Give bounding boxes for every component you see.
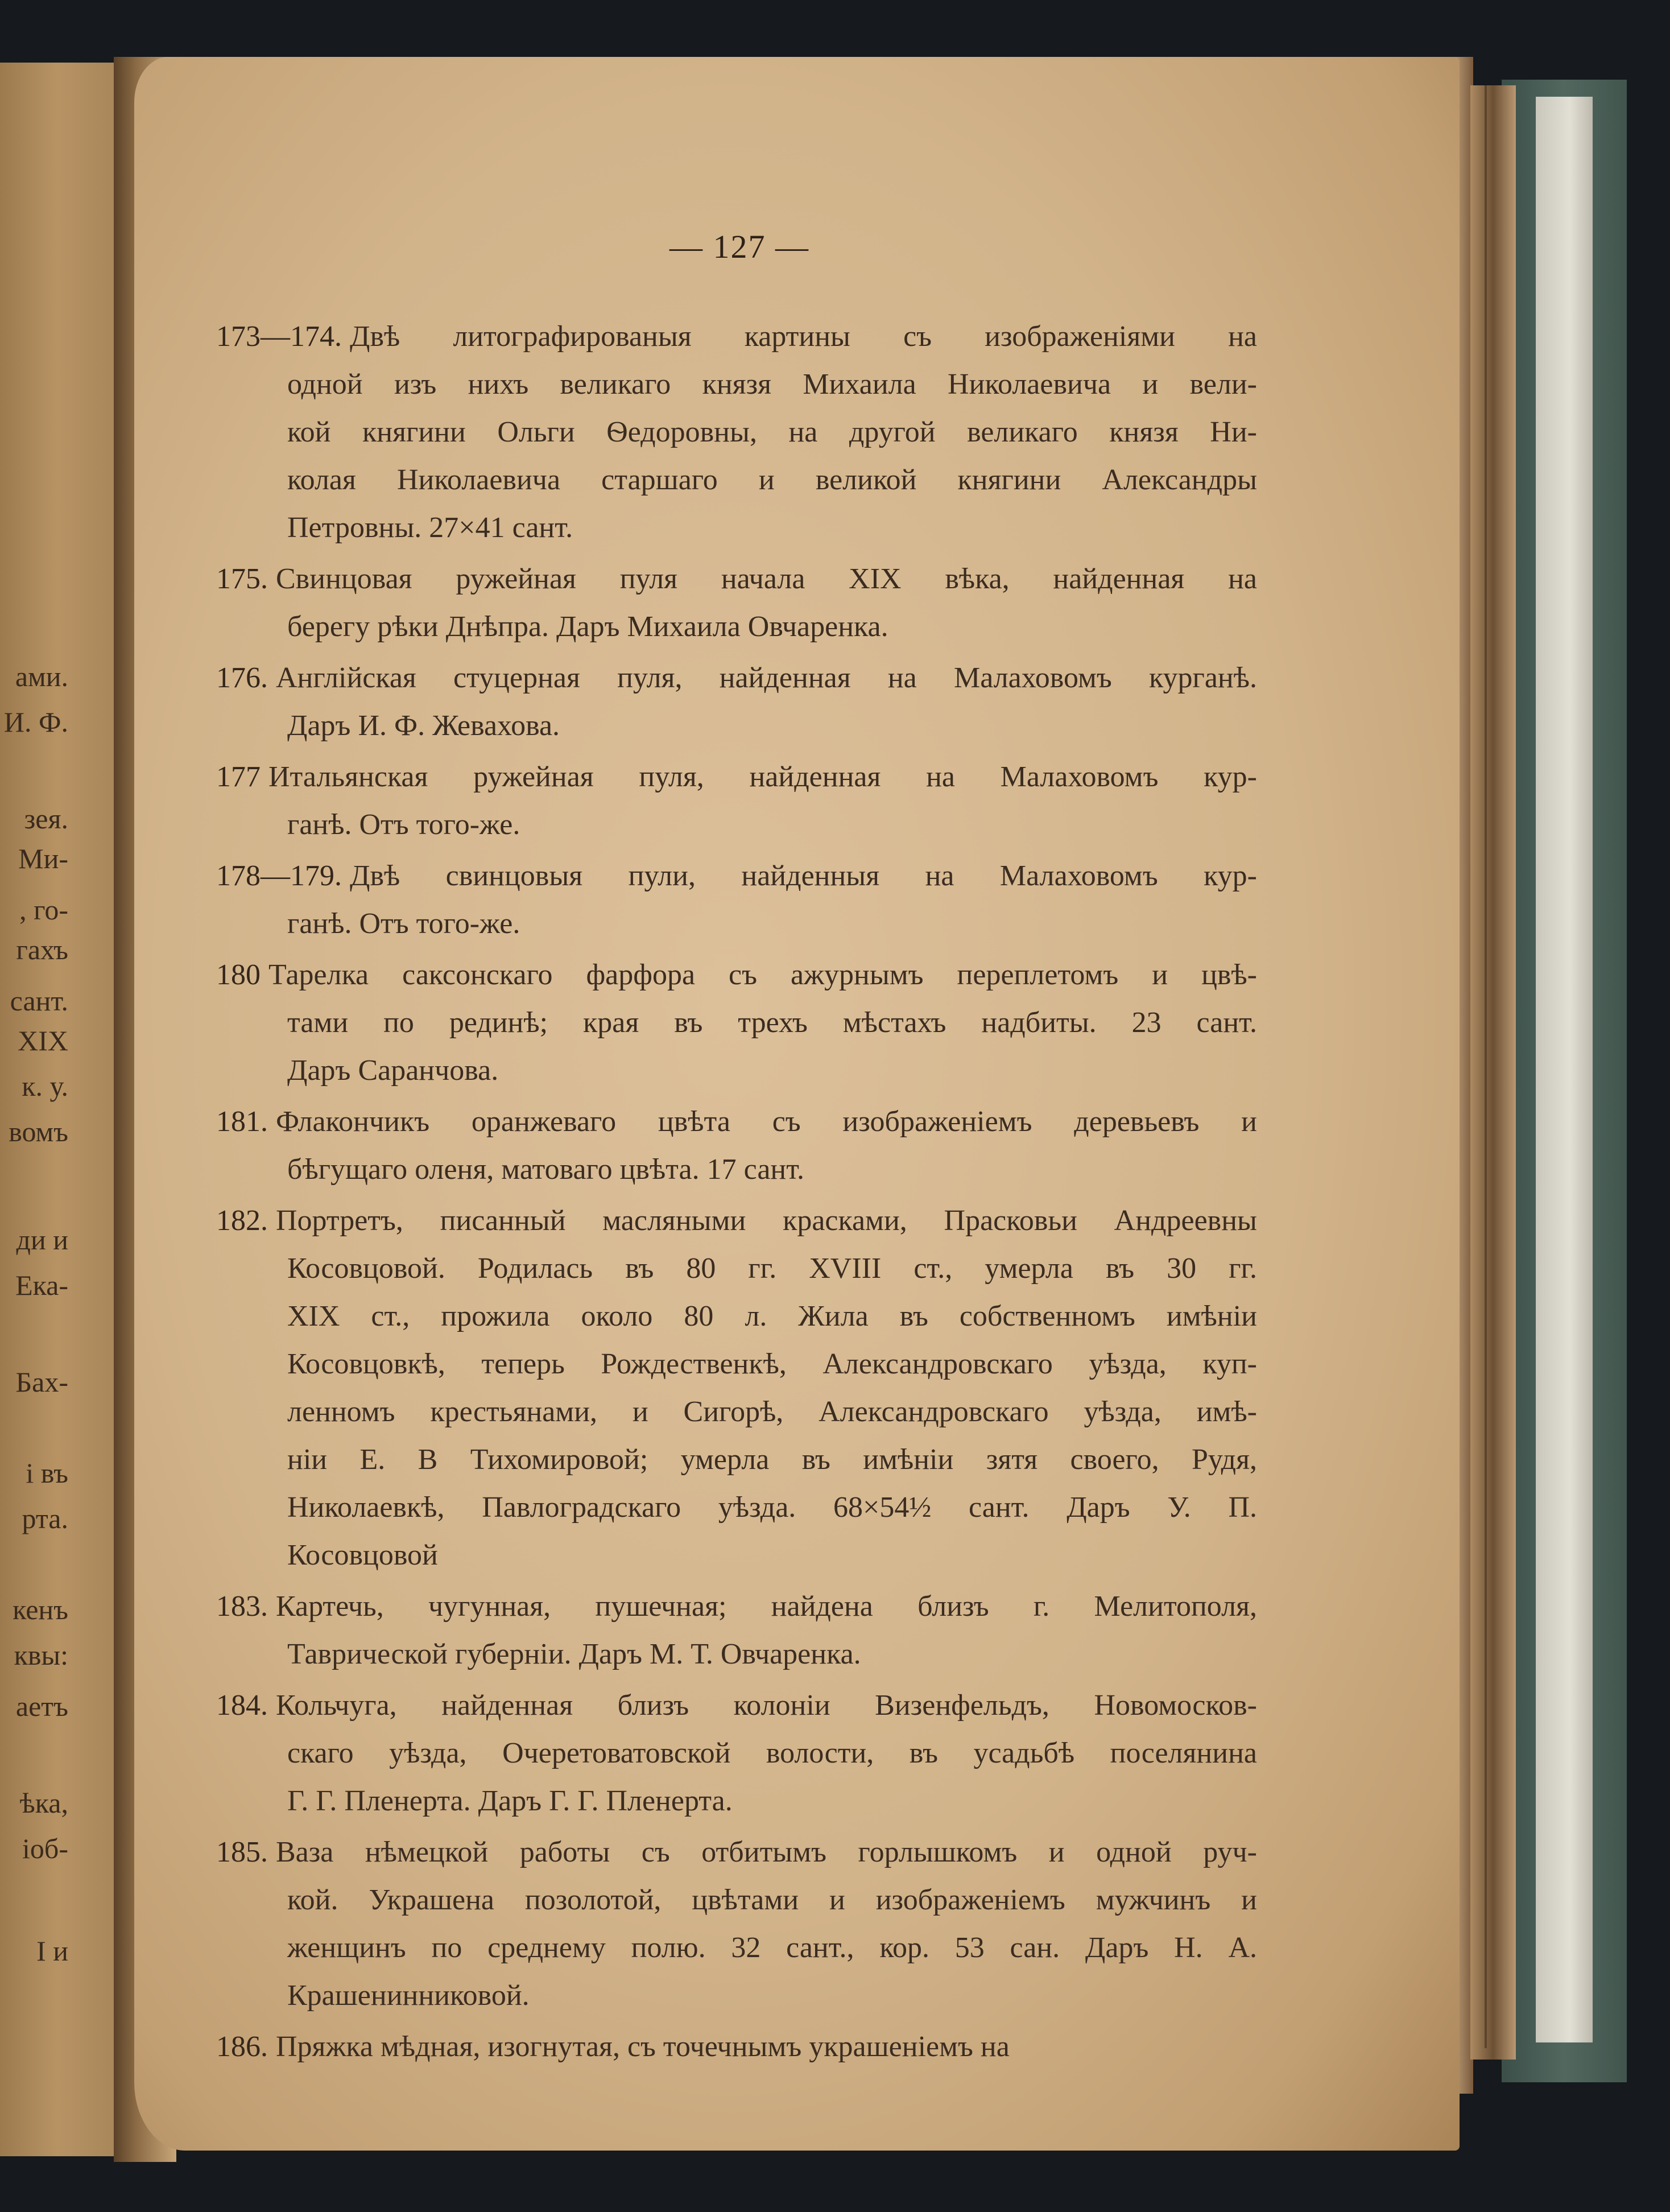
entry-line xyxy=(216,1829,1257,1876)
entry-text: женщинъ по среднему полю. 32 сант., кор. 53 сан. Даръ Н. А. xyxy=(287,1932,1257,1964)
left-page-fragment: вомъ xyxy=(9,1116,68,1148)
entry-line xyxy=(216,2023,1257,2071)
page-stack-edge-outer xyxy=(1470,85,1516,2060)
entry-text: колая Николаевича старшаго и великой княгини Александры xyxy=(287,464,1257,496)
entry-text: Двѣ литографированыя картины съ изображеніями на xyxy=(350,320,1257,353)
entry-line xyxy=(216,900,1257,948)
entry-text: Кольчуга, найденная близъ колоніи Визенфельдъ, Новомосков- xyxy=(276,1689,1257,1722)
entry-text: XIX ст., прожила около 80 л. Жила въ собственномъ имѣніи xyxy=(287,1300,1257,1332)
entry-text: ленномъ крестьянами, и Сигорѣ, Александровскаго уѣзда, имѣ- xyxy=(287,1396,1257,1428)
catalog-entry xyxy=(216,1829,1257,2020)
entry-line xyxy=(216,313,1257,361)
entry-text: Даръ Саранчова. xyxy=(287,1054,499,1087)
entry-text: Николаевкѣ, Павлоградскаго уѣзда. 68×54½ сант. Даръ У. П. xyxy=(287,1491,1257,1524)
entry-line xyxy=(216,603,1257,651)
entry-line xyxy=(216,801,1257,849)
catalog-entry xyxy=(216,555,1257,651)
left-page-fragment: іоб- xyxy=(22,1833,68,1864)
left-page-fragment: Бах- xyxy=(15,1366,68,1398)
left-page-fragment: зея. xyxy=(24,803,68,835)
entry-number: 176. xyxy=(216,662,268,694)
left-page-fragment: к. у. xyxy=(22,1070,68,1102)
page-number: — 127 — xyxy=(669,228,809,265)
entry-number: 177 xyxy=(216,761,261,793)
entry-text: Косовцовой xyxy=(287,1539,438,1571)
entry-text: берегу рѣки Днѣпра. Даръ Михаила Овчаренка. xyxy=(287,610,888,643)
entry-text: ганѣ. Отъ того-же. xyxy=(287,907,520,940)
cover-lining xyxy=(1536,97,1593,2042)
entry-number: 180 xyxy=(216,959,261,991)
page-edge-line xyxy=(1485,85,1487,2048)
entry-text: Ваза нѣмецкой работы съ отбитымъ горлышкомъ и одной руч- xyxy=(276,1836,1257,1868)
entry-line xyxy=(216,456,1257,504)
entry-line xyxy=(216,504,1257,552)
left-page-fragment: гахъ xyxy=(16,934,68,965)
entry-text: Косовцовой. Родилась въ 80 гг. XVIII ст., умерла въ 30 гг. xyxy=(287,1252,1257,1285)
catalog-entry xyxy=(216,1098,1257,1194)
entry-line xyxy=(216,1484,1257,1532)
catalog-entries xyxy=(216,313,1257,2074)
entry-text: кой. Украшена позолотой, цвѣтами и изображеніемъ мужчинъ и xyxy=(287,1884,1257,1916)
left-page-fragment: І и xyxy=(36,1935,68,1967)
entry-line xyxy=(216,1047,1257,1095)
entry-line xyxy=(216,1146,1257,1194)
entry-line xyxy=(216,753,1257,801)
entry-number: 185. xyxy=(216,1836,268,1868)
entry-number: 175. xyxy=(216,563,268,595)
left-page-fragment: , го- xyxy=(19,894,68,926)
entry-number: 184. xyxy=(216,1689,268,1722)
entry-text: Даръ И. Ф. Жевахова. xyxy=(287,709,560,742)
entry-text: Петровны. 27×41 сант. xyxy=(287,511,573,544)
entry-line xyxy=(216,702,1257,750)
entry-line xyxy=(216,1631,1257,1678)
entry-line xyxy=(216,1197,1257,1245)
entry-line xyxy=(216,1777,1257,1825)
entry-line xyxy=(216,1972,1257,2020)
entry-line xyxy=(216,1532,1257,1579)
left-page-fragment: аетъ xyxy=(15,1690,68,1722)
entry-text: скаго уѣзда, Очеретоватовской волости, въ усадьбѣ поселянина xyxy=(287,1737,1257,1769)
catalog-entry xyxy=(216,753,1257,849)
entry-text: кой княгини Ольги Ѳедоровны, на другой великаго князя Ни- xyxy=(287,416,1257,448)
entry-line xyxy=(216,999,1257,1047)
entry-line xyxy=(216,1340,1257,1388)
entry-text: бѣгущаго оленя, матоваго цвѣта. 17 сант. xyxy=(287,1153,805,1186)
left-page-fragment: И. Ф. xyxy=(3,706,68,738)
entry-text: Двѣ свинцовыя пули, найденныя на Малаховомъ кур- xyxy=(350,860,1257,892)
left-page-fragment: кенъ xyxy=(13,1594,68,1625)
catalog-entry xyxy=(216,313,1257,552)
entry-number: 178—179. xyxy=(216,860,342,892)
entry-line xyxy=(216,1682,1257,1730)
entry-line xyxy=(216,1436,1257,1484)
entry-number: 186. xyxy=(216,2031,268,2063)
entry-line xyxy=(216,361,1257,408)
catalog-entry xyxy=(216,852,1257,948)
left-page-fragment: XIX xyxy=(18,1025,68,1057)
entry-text: Тарелка саксонскаго фарфора съ ажурнымъ переплетомъ и цвѣ- xyxy=(268,959,1257,991)
entry-text: Флакончикъ оранжеваго цвѣта съ изображеніемъ деревьевъ и xyxy=(276,1105,1257,1138)
entry-text: одной изъ нихъ великаго князя Михаила Николаевича и вели- xyxy=(287,368,1257,401)
catalog-entry xyxy=(216,1682,1257,1825)
entry-line xyxy=(216,1293,1257,1340)
entry-number: 173—174. xyxy=(216,320,342,353)
left-page-fragment: квы: xyxy=(14,1639,68,1671)
entry-line xyxy=(216,654,1257,702)
entry-line xyxy=(216,852,1257,900)
catalog-entry xyxy=(216,951,1257,1095)
entry-text: Пряжка мѣдная, изогнутая, съ точечнымъ украшеніемъ на xyxy=(276,2031,1010,2063)
catalog-entry xyxy=(216,2023,1257,2071)
catalog-entry xyxy=(216,1197,1257,1579)
entry-text: Свинцовая ружейная пуля начала XIX вѣка, найденная на xyxy=(276,563,1257,595)
catalog-entry xyxy=(216,1583,1257,1678)
entry-text: ганѣ. Отъ того-же. xyxy=(287,808,520,841)
entry-line xyxy=(216,408,1257,456)
left-page-fragment: сант. xyxy=(10,985,68,1017)
entry-text: Англійская стуцерная пуля, найденная на Малаховомъ курганѣ. xyxy=(276,662,1257,694)
entry-text: Косовцовкѣ, теперь Рождественкѣ, Александровскаго уѣзда, куп- xyxy=(287,1348,1257,1380)
entry-number: 183. xyxy=(216,1590,268,1623)
entry-line xyxy=(216,1098,1257,1146)
left-page-fragment: Ека- xyxy=(15,1269,68,1301)
entry-line xyxy=(216,1876,1257,1924)
entry-line xyxy=(216,1388,1257,1436)
entry-text: тами по рединѣ; края въ трехъ мѣстахъ надбиты. 23 сант. xyxy=(287,1006,1257,1039)
entry-line xyxy=(216,1245,1257,1293)
entry-line xyxy=(216,951,1257,999)
left-page-fragment: рта. xyxy=(22,1503,68,1534)
entry-text: ніи Е. В Тихомировой; умерла въ имѣніи зятя своего, Рудя, xyxy=(287,1443,1257,1476)
entry-line xyxy=(216,1730,1257,1777)
entry-text: Г. Г. Пленерта. Даръ Г. Г. Пленерта. xyxy=(287,1785,733,1817)
entry-text: Таврической губерніи. Даръ М. Т. Овчаренка. xyxy=(287,1638,861,1670)
catalog-entry xyxy=(216,654,1257,750)
left-page-fragment: Ми- xyxy=(18,843,68,874)
entry-text: Картечь, чугунная, пушечная; найдена близъ г. Мелитополя, xyxy=(276,1590,1257,1623)
entry-line xyxy=(216,555,1257,603)
entry-text: Портретъ, писанный масляными красками, Прасковьи Андреевны xyxy=(276,1204,1257,1237)
left-page-fragment: ди и xyxy=(16,1224,68,1256)
entry-line xyxy=(216,1583,1257,1631)
left-page-fragment: ами. xyxy=(15,661,68,692)
entry-line xyxy=(216,1924,1257,1972)
entry-text: Итальянская ружейная пуля, найденная на Малаховомъ кур- xyxy=(268,761,1257,793)
entry-text: Крашенинниковой. xyxy=(287,1979,530,2012)
entry-number: 181. xyxy=(216,1105,268,1138)
left-page-fragment: ѣка, xyxy=(19,1787,68,1819)
entry-number: 182. xyxy=(216,1204,268,1237)
left-page-fragment: і въ xyxy=(26,1457,68,1489)
